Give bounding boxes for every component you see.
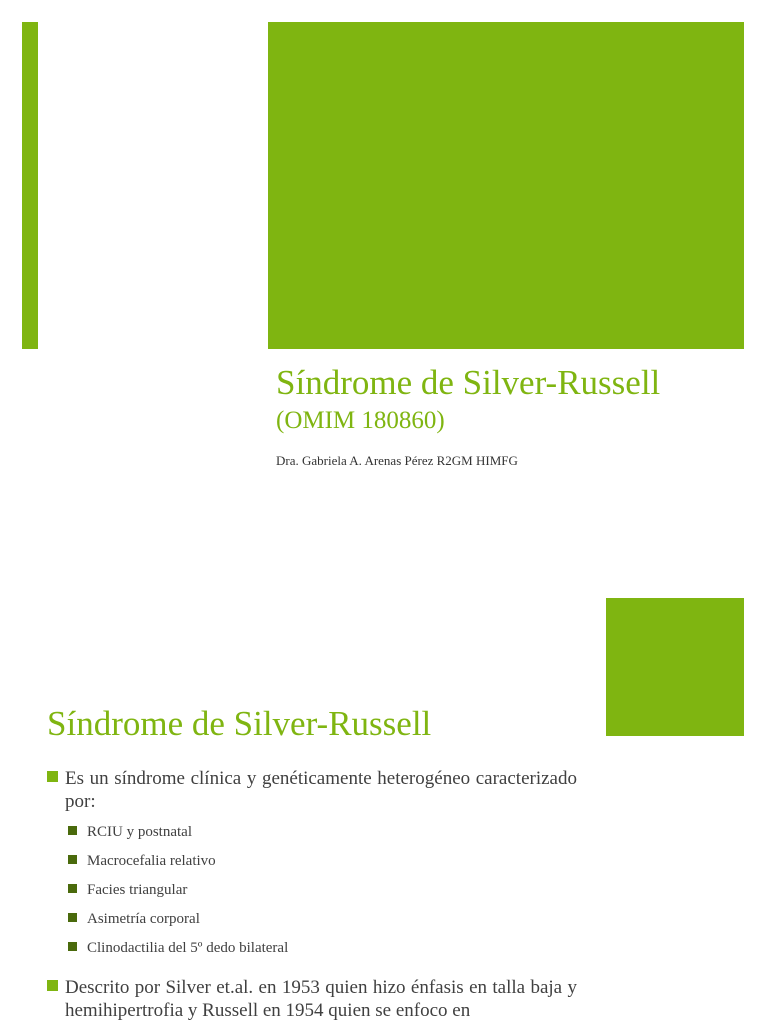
sub-bullet-list: [47, 822, 577, 958]
sub-bullet-text: Macrocefalia relativo: [87, 853, 216, 869]
sub-bullet-item: [47, 938, 577, 958]
sub-bullet-text: Clinodactilia del 5º dedo bilateral: [87, 940, 289, 956]
square-bullet-icon: [68, 855, 77, 864]
bullet-item: [47, 976, 577, 1022]
bullet-text: Descrito por Silver et.al. en 1953 quien hizo énfasis en talla baja y hemihipertrofia y Russell en 1954 quien se enfoco en: [65, 977, 577, 1021]
slide2-title: Síndrome de Silver-Russell: [47, 704, 432, 743]
square-bullet-icon: [47, 771, 58, 782]
sub-bullet-item: [47, 822, 577, 842]
sub-bullet-item: [47, 851, 577, 871]
accent-bar-left: [22, 22, 38, 349]
sub-bullet-item: [47, 909, 577, 929]
sub-bullet-text: Asimetría corporal: [87, 911, 200, 927]
square-bullet-icon: [68, 826, 77, 835]
slide1-title: Síndrome de Silver-Russell: [276, 363, 661, 402]
sub-bullet-text: RCIU y postnatal: [87, 824, 192, 840]
accent-block-right: [606, 598, 744, 736]
slide2-content: [47, 767, 577, 1022]
sub-bullet-text: Facies triangular: [87, 882, 188, 898]
bullet-item: [47, 767, 577, 813]
sub-bullet-item: [47, 880, 577, 900]
slide1-author: Dra. Gabriela A. Arenas Pérez R2GM HIMFG: [276, 453, 518, 468]
square-bullet-icon: [68, 884, 77, 893]
square-bullet-icon: [68, 913, 77, 922]
square-bullet-icon: [47, 980, 58, 991]
square-bullet-icon: [68, 942, 77, 951]
slide1-subtitle: (OMIM 180860): [276, 407, 445, 434]
accent-block-top: [268, 22, 744, 349]
bullet-text: Es un síndrome clínica y genéticamente heterogéneo caracterizado por:: [65, 768, 577, 812]
